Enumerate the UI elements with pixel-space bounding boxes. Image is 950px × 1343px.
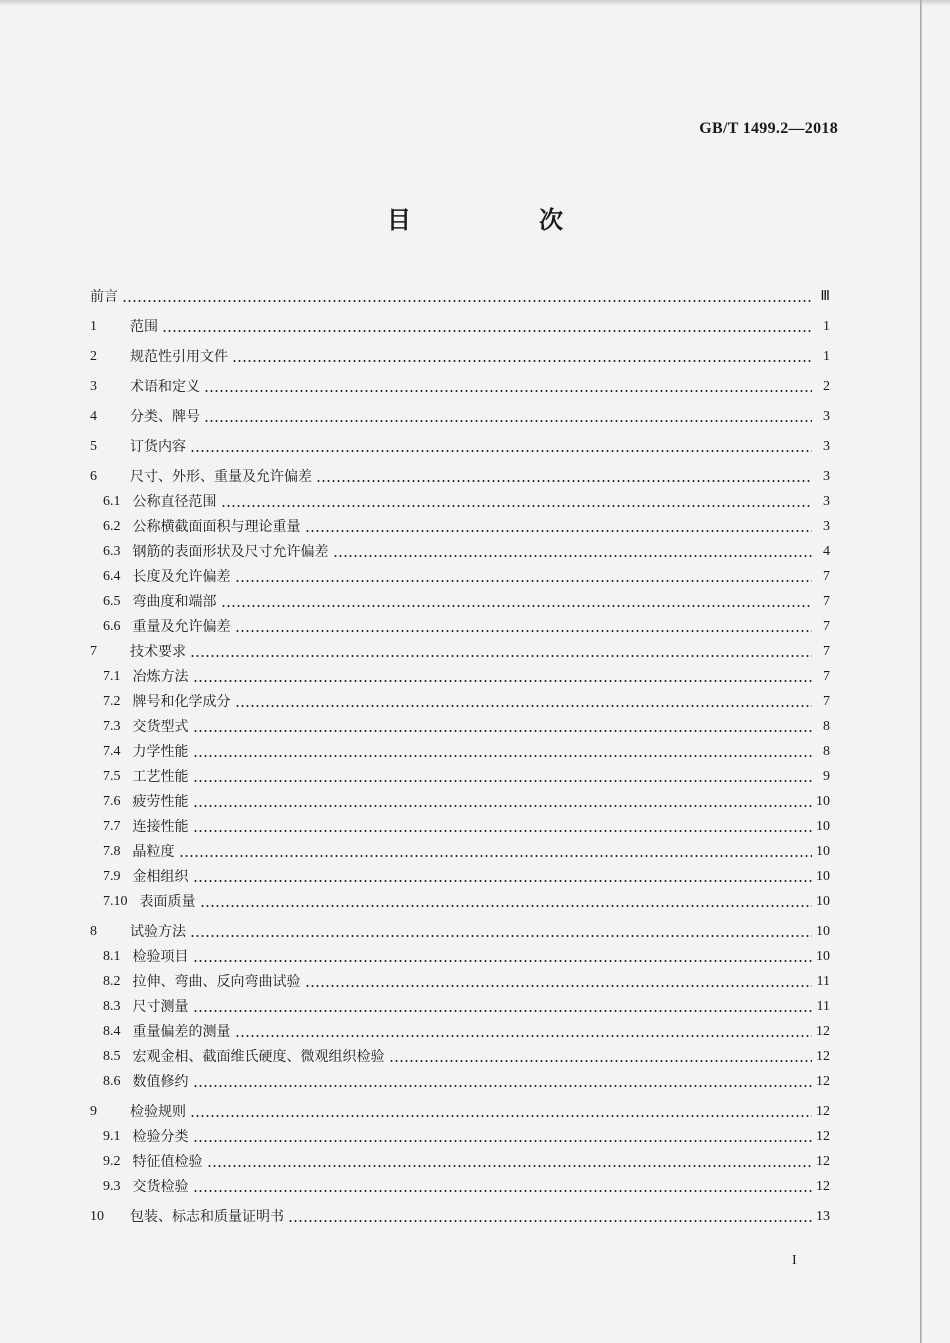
dot-leader (190, 935, 812, 937)
toc-entry[interactable] (90, 919, 830, 941)
dot-leader (204, 390, 812, 392)
toc-entry-number: 8.3 (103, 999, 121, 1014)
toc-entry-number: 6.2 (103, 519, 121, 534)
toc-entry-title: 金相组织 (132, 869, 189, 885)
toc-entry-number: 8.4 (103, 1024, 121, 1039)
toc-entry-page: 7 (823, 694, 830, 709)
dot-leader (193, 830, 813, 832)
toc-entry[interactable] (103, 689, 830, 711)
dot-leader (193, 730, 813, 732)
toc-entry-number: 6.5 (103, 594, 121, 609)
toc-entry[interactable] (103, 864, 830, 886)
toc-entry[interactable] (103, 1174, 830, 1196)
dot-leader (193, 1010, 813, 1012)
toc-entry-title: 连接性能 (132, 819, 189, 835)
dot-leader (193, 680, 813, 682)
toc-entry-number: 8.1 (103, 949, 121, 964)
toc-entry-page: 7 (823, 619, 830, 634)
dot-leader (193, 755, 813, 757)
toc-entry-title: 公称直径范围 (132, 494, 217, 510)
toc-entry-page: 10 (816, 844, 830, 859)
toc-entry-title: 重量及允许偏差 (132, 619, 231, 635)
toc-entry[interactable] (103, 839, 830, 861)
toc-entry-page: 12 (816, 1154, 830, 1169)
dot-leader (316, 480, 812, 482)
toc-entry-number: 2 (90, 349, 97, 364)
toc-entry-number: 6.6 (103, 619, 121, 634)
toc-entry-number: 9.1 (103, 1129, 121, 1144)
toc-entry-page: 13 (816, 1209, 830, 1224)
toc-entry-page: 11 (816, 974, 830, 989)
toc-entry-page: 3 (823, 439, 830, 454)
dot-leader (235, 580, 813, 582)
dot-leader (389, 1060, 813, 1062)
toc-entry-number: 6.4 (103, 569, 121, 584)
toc-entry[interactable] (103, 1069, 830, 1091)
toc-entry-title: 前言 (90, 289, 118, 305)
toc-entry-title: 检验分类 (132, 1129, 189, 1145)
toc-entry-number: 7.6 (103, 794, 121, 809)
toc-entry[interactable] (103, 764, 830, 786)
toc-entry-title: 技术要求 (130, 644, 186, 660)
toc-entry-title: 冶炼方法 (132, 669, 189, 685)
dot-leader (232, 360, 812, 362)
toc-entry-page: 8 (823, 719, 830, 734)
toc-entry-page: 8 (823, 744, 830, 759)
toc-entry-title: 力学性能 (132, 744, 189, 760)
dot-leader (333, 555, 813, 557)
toc-entry[interactable] (103, 539, 830, 561)
toc-entry-page: 7 (823, 669, 830, 684)
toc-entry-title: 弯曲度和端部 (132, 594, 217, 610)
toc-entry-number: 9 (90, 1104, 97, 1119)
toc-entry-page: 10 (816, 924, 830, 939)
toc-entry[interactable] (103, 514, 830, 536)
toc-entry-page: 12 (816, 1074, 830, 1089)
dot-leader (221, 605, 813, 607)
toc-entry-page: 10 (816, 869, 830, 884)
dot-leader (193, 1085, 813, 1087)
toc-entry-page: 2 (823, 379, 830, 394)
scan-top-edge (0, 0, 950, 6)
dot-leader (200, 905, 813, 907)
toc-entry[interactable] (103, 1149, 830, 1171)
toc-entry-number: 10 (90, 1209, 104, 1224)
dot-leader (193, 880, 813, 882)
toc-entry-title: 分类、牌号 (130, 409, 200, 425)
toc-entry-page: 3 (823, 494, 830, 509)
toc-entry-page: 10 (816, 894, 830, 909)
toc-entry[interactable] (103, 489, 830, 511)
toc-entry[interactable] (90, 284, 830, 306)
toc-entry-title: 钢筋的表面形状及尺寸允许偏差 (132, 544, 329, 560)
dot-leader (235, 705, 813, 707)
toc-entry[interactable] (103, 739, 830, 761)
toc-entry-title: 重量偏差的测量 (132, 1024, 231, 1040)
toc-entry-number: 4 (90, 409, 97, 424)
toc-entry-number: 7.10 (103, 894, 128, 909)
toc-entry[interactable] (103, 664, 830, 686)
dot-leader (235, 1035, 813, 1037)
toc-entry[interactable] (103, 889, 830, 911)
toc-entry-page: 12 (816, 1129, 830, 1144)
toc-entry-page: 12 (816, 1104, 830, 1119)
dot-leader (179, 855, 813, 857)
toc-entry-title: 术语和定义 (130, 379, 200, 395)
toc-entry-title: 交货型式 (132, 719, 189, 735)
toc-entry-page: 1 (823, 319, 830, 334)
toc-entry[interactable] (103, 994, 830, 1016)
toc-entry[interactable] (90, 344, 830, 366)
toc-entry-title: 牌号和化学成分 (132, 694, 231, 710)
dot-leader (190, 450, 812, 452)
dot-leader (235, 630, 813, 632)
toc-entry-page: 10 (816, 794, 830, 809)
toc-entry-number: 3 (90, 379, 97, 394)
toc-entry-title: 工艺性能 (132, 769, 189, 785)
toc-entry[interactable] (103, 814, 830, 836)
dot-leader (305, 985, 813, 987)
page-number: I (792, 1253, 797, 1268)
toc-entry-page: 3 (823, 519, 830, 534)
dot-leader (193, 1190, 813, 1192)
toc-entry-title: 检验规则 (130, 1104, 186, 1120)
dot-leader (193, 780, 813, 782)
toc-entry-number: 9.3 (103, 1179, 121, 1194)
toc-entry-number: 7.3 (103, 719, 121, 734)
toc-entry-page: 11 (816, 999, 830, 1014)
toc-entry-page: 7 (823, 569, 830, 584)
toc-entry-page: 7 (823, 594, 830, 609)
toc-entry-page: 12 (816, 1049, 830, 1064)
toc-entry-page: 9 (823, 769, 830, 784)
dot-leader (193, 1140, 813, 1142)
dot-leader (122, 300, 812, 302)
toc-entry-number: 7.4 (103, 744, 121, 759)
toc-entry-page: Ⅲ (820, 289, 830, 304)
toc-entry[interactable] (103, 1124, 830, 1146)
toc-entry[interactable] (103, 614, 830, 636)
toc-entry[interactable] (103, 714, 830, 736)
toc-entry-number: 7.1 (103, 669, 121, 684)
toc-entry-title: 范围 (130, 319, 158, 335)
toc-entry-page: 12 (816, 1179, 830, 1194)
toc-entry[interactable] (103, 589, 830, 611)
toc-entry-page: 7 (823, 644, 830, 659)
toc-entry[interactable] (103, 789, 830, 811)
toc-entry-number: 9.2 (103, 1154, 121, 1169)
toc-entry-number: 7.2 (103, 694, 121, 709)
toc-entry-number: 7.8 (103, 844, 121, 859)
toc-entry[interactable] (103, 944, 830, 966)
toc-entry-title: 疲劳性能 (132, 794, 189, 810)
toc-entry-page: 3 (823, 469, 830, 484)
toc-entry[interactable] (90, 639, 830, 661)
toc-entry[interactable] (103, 1019, 830, 1041)
dot-leader (190, 1115, 812, 1117)
toc-entry[interactable] (90, 464, 830, 486)
toc-entry-title: 尺寸、外形、重量及允许偏差 (130, 469, 312, 485)
toc-entry-number: 7.5 (103, 769, 121, 784)
standard-code: GB/T 1499.2—2018 (699, 120, 838, 137)
toc-entry[interactable] (90, 434, 830, 456)
toc-entry-number: 7.9 (103, 869, 121, 884)
toc-entry-title: 订货内容 (130, 439, 186, 455)
toc-entry[interactable] (90, 314, 830, 336)
dot-leader (190, 655, 812, 657)
dot-leader (221, 505, 813, 507)
toc-entry[interactable] (103, 564, 830, 586)
toc-entry-title: 晶粒度 (132, 844, 175, 860)
toc-entry[interactable] (90, 404, 830, 426)
toc-entry-number: 6.1 (103, 494, 121, 509)
toc-entry[interactable] (90, 374, 830, 396)
page-title: 目 次 (387, 206, 615, 234)
toc-entry-title: 表面质量 (139, 894, 196, 910)
toc-entry-title: 拉伸、弯曲、反向弯曲试验 (132, 974, 301, 990)
toc-entry-page: 10 (816, 949, 830, 964)
toc-entry-number: 7 (90, 644, 97, 659)
toc-entry-number: 7.7 (103, 819, 121, 834)
toc-entry-number: 8 (90, 924, 97, 939)
toc-entry-title: 规范性引用文件 (130, 349, 228, 365)
toc-entry-title: 检验项目 (132, 949, 189, 965)
toc-entry[interactable] (90, 1099, 830, 1121)
toc-entry-title: 特征值检验 (132, 1154, 203, 1170)
toc-entry-number: 6 (90, 469, 97, 484)
toc-entry-title: 交货检验 (132, 1179, 189, 1195)
dot-leader (305, 530, 813, 532)
toc-entry-page: 10 (816, 819, 830, 834)
dot-leader (288, 1220, 812, 1222)
dot-leader (204, 420, 812, 422)
toc-entry-page: 1 (823, 349, 830, 364)
toc-entry-number: 6.3 (103, 544, 121, 559)
toc-entry-title: 公称横截面面积与理论重量 (132, 519, 301, 535)
toc-entry-number: 1 (90, 319, 97, 334)
toc-entry[interactable] (103, 1044, 830, 1066)
toc-entry-title: 长度及允许偏差 (132, 569, 231, 585)
toc-entry-number: 5 (90, 439, 97, 454)
toc-entry-title: 尺寸测量 (132, 999, 189, 1015)
dot-leader (162, 330, 812, 332)
toc-entry-page: 4 (823, 544, 830, 559)
toc-entry[interactable] (103, 969, 830, 991)
toc-entry-title: 数值修约 (132, 1074, 189, 1090)
toc-entry-title: 包装、标志和质量证明书 (130, 1209, 284, 1225)
dot-leader (193, 960, 813, 962)
toc-entry-page: 3 (823, 409, 830, 424)
toc-entry-title: 宏观金相、截面维氏硬度、微观组织检验 (132, 1049, 385, 1065)
toc-entry-page: 12 (816, 1024, 830, 1039)
dot-leader (207, 1165, 813, 1167)
toc-entry-title: 试验方法 (130, 924, 186, 940)
toc-entry-number: 8.5 (103, 1049, 121, 1064)
toc-entry[interactable] (90, 1204, 830, 1226)
toc-entry-number: 8.2 (103, 974, 121, 989)
toc-entry-number: 8.6 (103, 1074, 121, 1089)
dot-leader (193, 805, 813, 807)
